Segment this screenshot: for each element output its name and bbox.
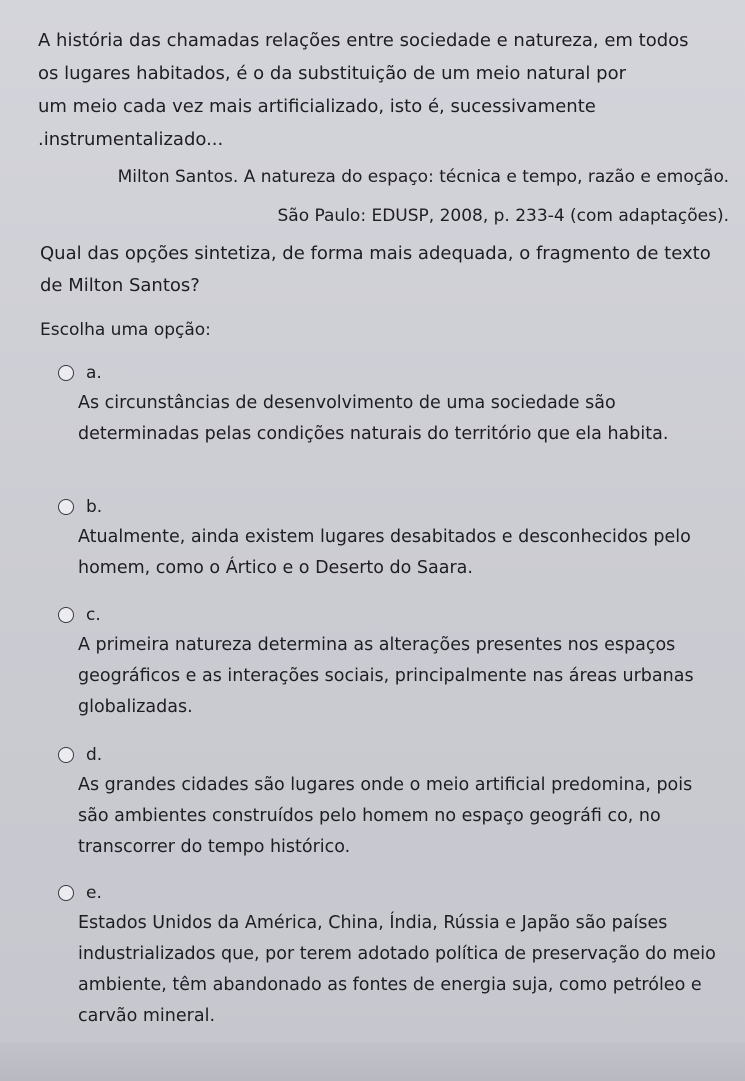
- question-text: Qual das opções sintetiza, de forma mais adequada, o fragmento de texto de Milton Santos?: [40, 243, 711, 296]
- radio-button-e[interactable]: [58, 885, 74, 901]
- option-letter: a.: [86, 363, 102, 383]
- radio-button-b[interactable]: [58, 499, 74, 515]
- option-text: As circunstâncias de desenvolvimento de uma sociedade são determinadas pelas condições naturais do território que ela habita.: [78, 393, 669, 444]
- radio-button-d[interactable]: [58, 747, 74, 763]
- citation-line: Milton Santos. A natureza do espaço: técnica e tempo, razão e emoção.: [117, 167, 729, 187]
- passage-text: [38, 24, 728, 156]
- option-letter: c.: [86, 605, 101, 625]
- option-letter: e.: [86, 883, 102, 903]
- passage-line: um meio cada vez mais artificializado, isto é, sucessivamente: [38, 96, 596, 117]
- option-text: Estados Unidos da América, China, Índia, Rússia e Japão são países industrializados que, por terem adotado política de preservação do meio ambiente, têm abandonado as fontes de energia suja, como petróleo e carvão mineral.: [78, 913, 716, 1026]
- option-letter: b.: [86, 497, 103, 517]
- option-letter: d.: [86, 745, 103, 765]
- choose-option-label: Escolha uma opção:: [40, 320, 211, 340]
- option-text: Atualmente, ainda existem lugares desabitados e desconhecidos pelo homem, como o Ártico e o Deserto do Saara.: [78, 527, 691, 578]
- option-b[interactable]: [58, 494, 728, 584]
- radio-button-c[interactable]: [58, 607, 74, 623]
- option-a[interactable]: [58, 360, 728, 450]
- option-text: A primeira natureza determina as alterações presentes nos espaços geográficos e as interações sociais, principalmente nas áreas urbanas globalizadas.: [78, 635, 694, 717]
- option-e[interactable]: [58, 880, 728, 1032]
- option-text: As grandes cidades são lugares onde o meio artificial predomina, pois são ambientes construídos pelo homem no espaço geográfi co, no transcorrer do tempo histórico.: [78, 775, 693, 857]
- passage-line: os lugares habitados, é o da substituição de um meio natural por: [38, 63, 626, 84]
- option-d[interactable]: [58, 742, 728, 863]
- passage-line: .instrumentalizado...: [38, 129, 224, 150]
- citation-line: São Paulo: EDUSP, 2008, p. 233-4 (com adaptações).: [277, 206, 729, 226]
- option-c[interactable]: [58, 602, 728, 723]
- radio-button-a[interactable]: [58, 365, 74, 381]
- passage-line: A história das chamadas relações entre sociedade e natureza, em todos: [38, 30, 689, 51]
